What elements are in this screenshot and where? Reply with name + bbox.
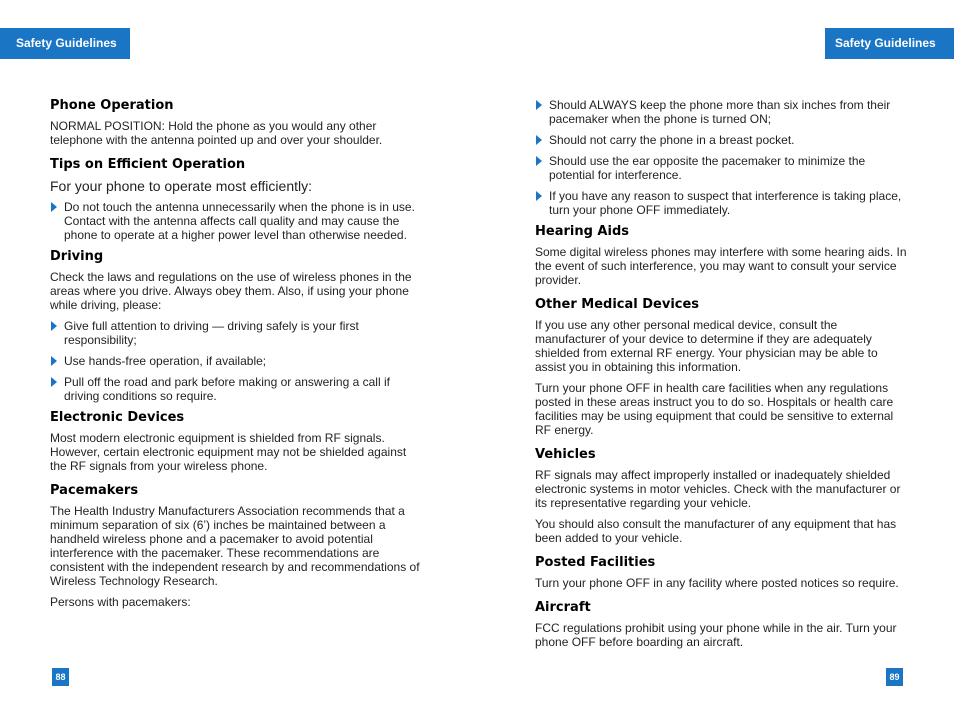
page-number-left: 88 [52, 668, 69, 686]
list-item-text: Pull off the road and park before making or answering a call if driving conditions so require. [64, 375, 390, 403]
pacemakers-persons-text: Persons with pacemakers: [50, 595, 191, 609]
tips-intro: For your phone to operate most efficiently: [50, 178, 312, 194]
hearing-aids-heading: Hearing Aids [535, 224, 629, 239]
list-item [50, 319, 422, 347]
left-page-column [50, 98, 422, 616]
triangle-bullet-icon [536, 135, 542, 145]
tips-list [50, 200, 422, 242]
section-tab-left: Safety Guidelines [0, 28, 130, 59]
list-item-text: If you have any reason to suspect that interference is taking place, turn your phone OFF immediately. [549, 189, 902, 217]
driving-text: Check the laws and regulations on the use of wireless phones in the areas where you drive. Always obey them. Also, if using your phone while driving, please: [50, 270, 412, 312]
section-tab-right: Safety Guidelines [825, 28, 954, 59]
driving-list [50, 319, 422, 403]
tips-heading: Tips on Efficient Operation [50, 157, 246, 172]
pacemakers-text: The Health Industry Manufacturers Association recommends that a minimum separation of six (6’) inches be maintained between a handheld wireless phone and a pacemaker to avoid potential interference with the pacemaker. These recommendations are consistent with the independent research by and recommendations of Wireless Technology Research. [50, 504, 420, 588]
aircraft-heading: Aircraft [535, 600, 591, 615]
list-item [535, 98, 909, 126]
list-item [535, 154, 909, 182]
list-item-text: Do not touch the antenna unnecessarily when the phone is in use. Contact with the antenna affects call quality and may cause the phone to operate at a higher power level than otherwise needed. [64, 200, 415, 242]
other-medical-devices-text: If you use any other personal medical device, consult the manufacturer of your device to determine if they are adequately shielded from external RF energy. Your physician may be able to assist you in obtaining this information. [535, 318, 878, 374]
posted-facilities-text: Turn your phone OFF in any facility where posted notices so require. [535, 576, 899, 590]
triangle-bullet-icon [536, 100, 542, 110]
triangle-bullet-icon [51, 356, 57, 366]
vehicles-text: RF signals may affect improperly installed or inadequately shielded electronic systems in motor vehicles. Check with the manufacturer or its representative regarding your vehicle. [535, 468, 901, 510]
right-page-column [535, 98, 909, 656]
list-item [535, 133, 909, 147]
list-item-text: Give full attention to driving — driving safely is your first responsibility; [64, 319, 359, 347]
pacemakers-heading: Pacemakers [50, 483, 139, 498]
list-item-text: Should ALWAYS keep the phone more than six inches from their pacemaker when the phone is turned ON; [549, 98, 891, 126]
phone-operation-text: NORMAL POSITION: Hold the phone as you would any other telephone with the antenna pointed up and over your shoulder. [50, 119, 383, 147]
other-medical-devices-heading: Other Medical Devices [535, 297, 700, 312]
list-item [50, 200, 422, 242]
list-item-text: Should not carry the phone in a breast pocket. [549, 133, 795, 147]
vehicles-heading: Vehicles [535, 447, 596, 462]
pacemaker-guidelines-list [535, 98, 909, 217]
list-item-text: Should use the ear opposite the pacemaker to minimize the potential for interference. [549, 154, 866, 182]
aircraft-text: FCC regulations prohibit using your phone while in the air. Turn your phone OFF before boarding an aircraft. [535, 621, 897, 649]
list-item [50, 354, 422, 368]
list-item [50, 375, 422, 403]
triangle-bullet-icon [536, 156, 542, 166]
vehicles-text-2: You should also consult the manufacturer of any equipment that has been added to your vehicle. [535, 517, 897, 545]
posted-facilities-heading: Posted Facilities [535, 555, 656, 570]
other-medical-devices-text-2: Turn your phone OFF in health care facilities when any regulations posted in these areas instruct you to do so. Hospitals or health care facilities may be using equipment that could be sensitive to external RF energy. [535, 381, 894, 437]
electronic-devices-heading: Electronic Devices [50, 410, 185, 425]
driving-heading: Driving [50, 249, 104, 264]
electronic-devices-text: Most modern electronic equipment is shielded from RF signals. However, certain electronic equipment may not be shielded against the RF signals from your wireless phone. [50, 431, 407, 473]
hearing-aids-text: Some digital wireless phones may interfere with some hearing aids. In the event of such interference, you may want to consult your service provider. [535, 245, 907, 287]
phone-operation-heading: Phone Operation [50, 98, 174, 113]
triangle-bullet-icon [51, 377, 57, 387]
triangle-bullet-icon [51, 321, 57, 331]
list-item [535, 189, 909, 217]
list-item-text: Use hands-free operation, if available; [64, 354, 267, 368]
page-number-right: 89 [886, 668, 903, 686]
triangle-bullet-icon [536, 191, 542, 201]
triangle-bullet-icon [51, 202, 57, 212]
